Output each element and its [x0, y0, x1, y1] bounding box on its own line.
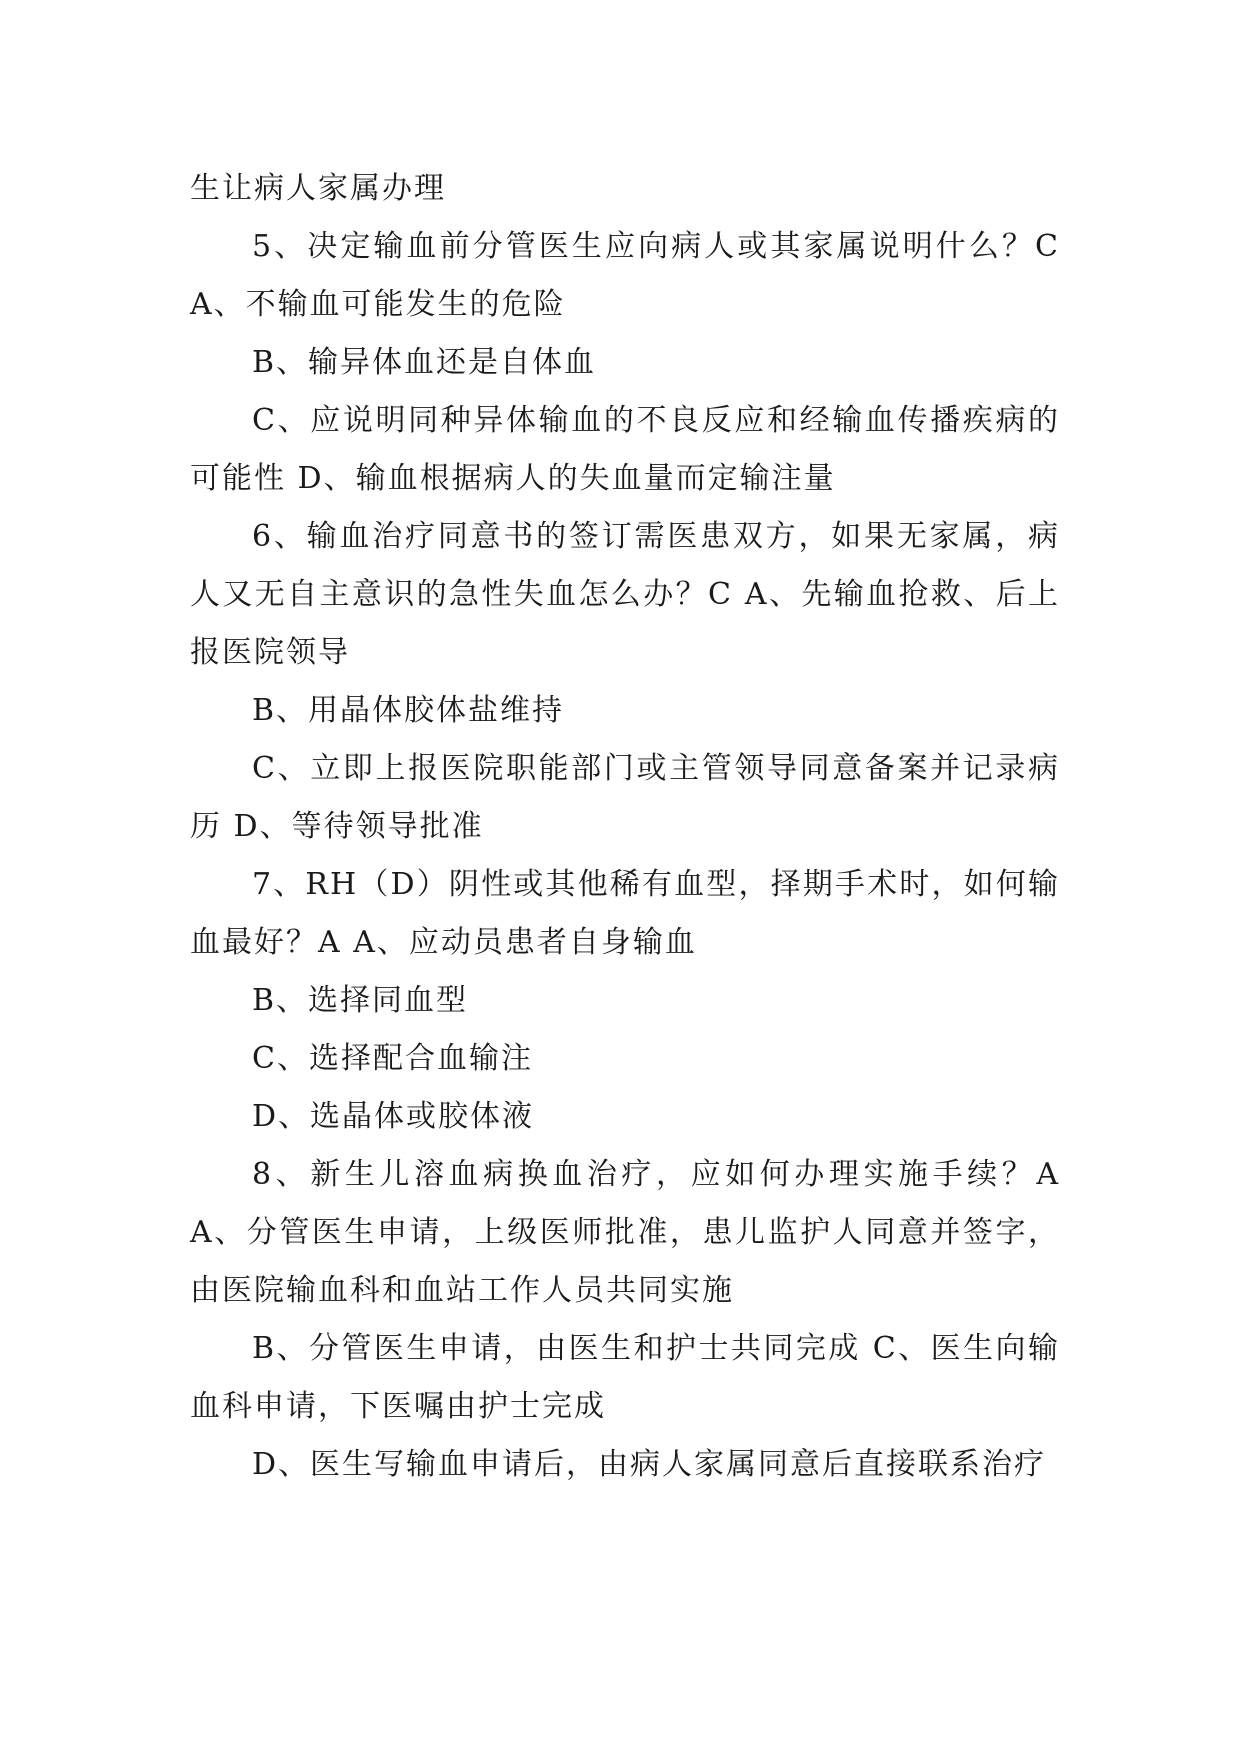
document-body — [190, 160, 1060, 1494]
question-7-option-c: C、选择配合血输注 — [252, 1041, 533, 1076]
question-5: 5、决定输血前分管医生应向病人或其家属说明什么？C A、不输血可能发生的危险 — [190, 229, 1060, 322]
question-6-option-b: B、用晶体胶体盐维持 — [252, 693, 565, 728]
question-6-option-c-d: C、立即上报医院职能部门或主管领导同意备案并记录病历 D、等待领导批准 — [190, 751, 1060, 844]
question-8-option-d: D、医生写输血申请后，由病人家属同意后直接联系治疗 — [252, 1447, 1047, 1482]
question-8: 8、新生儿溶血病换血治疗，应如何办理实施手续？A A、分管医生申请，上级医师批准，患儿监护人同意并签字，由医院输血科和血站工作人员共同实施 — [190, 1157, 1060, 1308]
question-5-option-b: B、输异体血还是自体血 — [252, 345, 597, 380]
paragraph-continuation: 生让病人家属办理 — [190, 171, 446, 206]
question-8-option-b-c: B、分管医生申请，由医生和护士共同完成 C、医生向输血科申请，下医嘱由护士完成 — [190, 1331, 1060, 1424]
question-6: 6、输血治疗同意书的签订需医患双方，如果无家属，病人又无自主意识的急性失血怎么办？C A、先输血抢救、后上报医院领导 — [190, 519, 1060, 670]
question-7-option-b: B、选择同血型 — [252, 983, 469, 1018]
question-7: 7、RH（D）阴性或其他稀有血型，择期手术时，如何输血最好？A A、应动员患者自身输血 — [190, 867, 1060, 960]
question-7-option-d: D、选晶体或胶体液 — [252, 1099, 535, 1134]
question-5-option-c-d: C、应说明同种异体输血的不良反应和经输血传播疾病的可能性 D、输血根据病人的失血量而定输注量 — [190, 403, 1060, 496]
